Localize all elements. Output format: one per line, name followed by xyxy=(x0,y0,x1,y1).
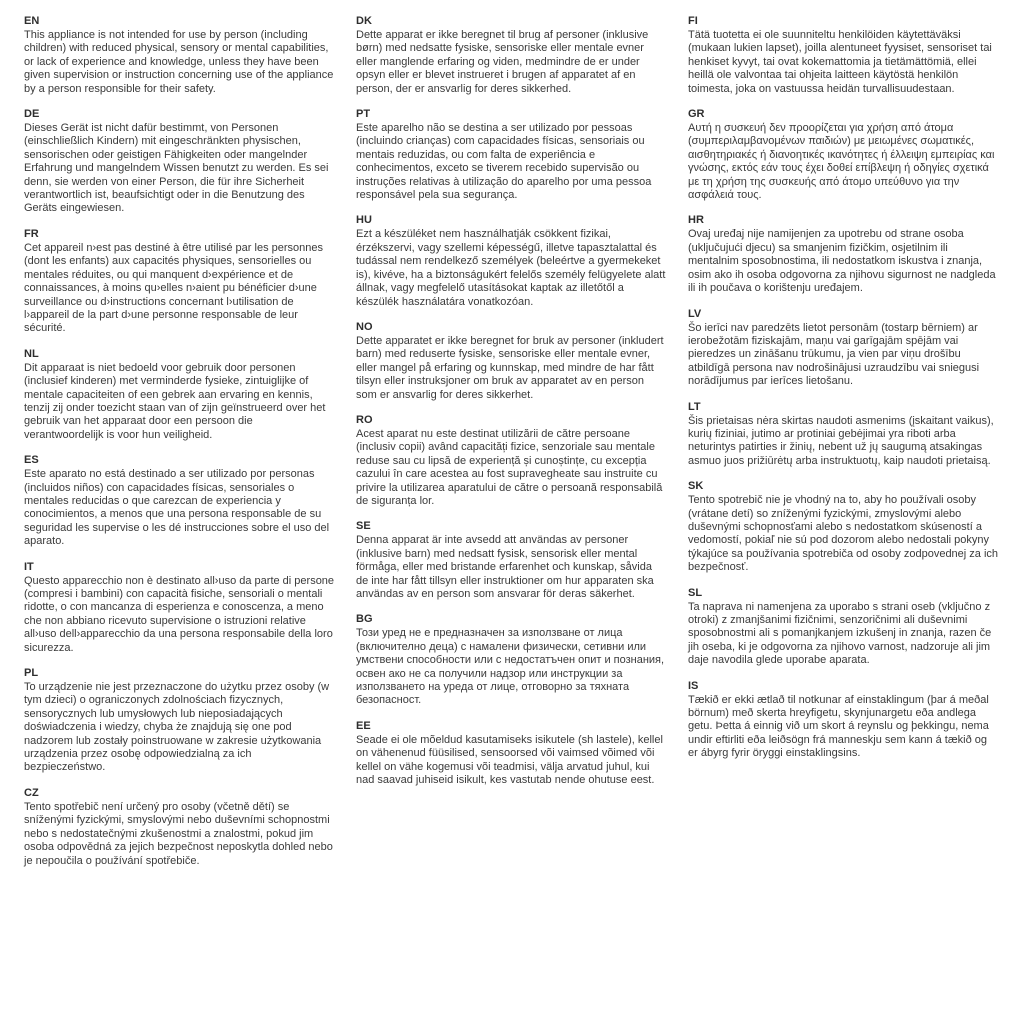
lang-text-cz: Tento spotřebič není určený pro osoby (včetně dětí) se sníženými fyzickými, smyslovými nebo duševními schopnostmi nebo s nedostatečnými zkušenostmi a znalostmi, pokud jim osoba odpovědná za jejich bezpečnost neposkytla dohled nebo je nepoučila o používání spotřebiče. xyxy=(24,800,333,867)
lang-text-no: Dette apparatet er ikke beregnet for bruk av personer (inkludert barn) med reduserte fysiske, sensoriske eller mentale evner, eller mangel på erfaring og kunnskap, med mindre de har fått tilsyn eller instruksjoner om bruk av apparatet av en person som er ansvarlig for deres sikkerhet. xyxy=(356,334,664,401)
lang-section-it xyxy=(24,560,335,655)
lang-section-gr xyxy=(688,107,999,202)
lang-code-nl: NL xyxy=(24,347,39,360)
lang-text-dk: Dette apparat er ikke beregnet til brug af personer (inklusive børn) med nedsatte fysiske, sensoriske eller mentale evner eller manglende erfaring og viden, medmindre de er under opsyn eller er blevet instrueret i brugen af apparatet af en person, der er ansvarlig for deres sikkerhed. xyxy=(356,29,649,95)
lang-code-ro: RO xyxy=(356,413,373,426)
lang-text-es: Este aparato no está destinado a ser utilizado por personas (incluidos niños) con capacidades físicas, sensoriales o mentales reducidas o que carezcan de experiencia y conocimientos, a menos que una persona responsable de su seguridad les supervise o les dé instrucciones sobre el uso del aparato. xyxy=(24,468,330,548)
lang-code-it: IT xyxy=(24,560,34,573)
lang-section-no xyxy=(356,320,667,402)
lang-code-hr: HR xyxy=(688,214,704,227)
lang-code-sk: SK xyxy=(688,480,704,493)
lang-section-pt xyxy=(356,107,667,202)
lang-section-hr xyxy=(688,213,999,295)
lang-text-de: Dieses Gerät ist nicht dafür bestimmt, von Personen (einschließlich Kindern) mit eingeschränkten physischen, sensorischen oder geistigen Fähigkeiten oder mangelnder Erfahrung und mangelndem Wissen benutzt zu werden. Es sei denn, sie werden von einer Person, die für ihre Sicherheit verantwortlich ist, beaufsichtigt oder in die Benutzung des Geräts eingewiesen. xyxy=(24,122,329,215)
lang-section-en xyxy=(24,14,335,96)
lang-text-lt: Šis prietaisas nėra skirtas naudoti asmenims (įskaitant vaikus), kurių fiziniai, jutimo ar protiniai gebėjimai yra riboti arba neturintys patirties ir žinių, nebent už jų saugumą atsakingas asmuo juos prižiūrėtų arba instruktuotų, kaip naudoti prietaisą. xyxy=(688,414,994,467)
lang-code-fr: FR xyxy=(24,227,39,240)
lang-text-se: Denna apparat är inte avsedd att användas av personer (inklusive barn) med nedsatt fysisk, sensorisk eller mental förmåga, eller med bristande erfarenhet och kunskap, såvida de inte har fått tillsyn eller instruktioner om hur apparaten ska användas av en person som ansvarar för deras säkerhet. xyxy=(356,534,654,600)
lang-code-gr: GR xyxy=(688,108,705,121)
lang-section-lt xyxy=(688,400,999,469)
lang-code-dk: DK xyxy=(356,15,372,27)
lang-text-fi: Tätä tuotetta ei ole suunniteltu henkilöiden käytettäväksi (mukaan lukien lapset), joilla alentuneet fyysiset, sensoriset tai henkiset kyvyt, tai ovat kokemattomia ja tietämättömiä, ellei heillä ole valvontaa tai ohjeita laitteen käytöstä henkilön toimesta, joka on vastuussa heidän turvallisuudestaan. xyxy=(688,29,992,95)
lang-code-de: DE xyxy=(24,108,40,121)
lang-section-de xyxy=(24,107,335,216)
lang-text-pt: Este aparelho não se destina a ser utilizado por pessoas (incluindo crianças) com capacidades físicas, sensoriais ou mentais reduzidas, ou com falta de experiência e conhecimentos, exceto se tiverem recebido supervisão ou instruções relativas à utilização do aparelho por uma pessoa responsável pela sua segurança. xyxy=(356,122,652,202)
column-3 xyxy=(688,14,999,1014)
lang-text-ee: Seade ei ole mõeldud kasutamiseks isikutele (sh lastele), kellel on vähenenud füüsilised, sensoorsed või vaimsed võimed või kellel on vähe kogemusi või teadmisi, välja arvatud juhul, kui nad saavad juhiseid isikult, kes vastutab nende ohutuse eest. xyxy=(356,733,663,787)
lang-text-hu: Ezt a készüléket nem használhatják csökkent fizikai, érzékszervi, vagy szellemi képességű, illetve tapasztalattal és tudással nem rendelkező személyek (beleértve a gyermekeket is), kivéve, ha a biztonságukért felelős személy felügyelete alatt állnak, vagy megfelelő utasításokat kaptak az illetőtől a készülék használatára vonatkozóan. xyxy=(356,228,666,308)
lang-code-pt: PT xyxy=(356,108,371,121)
lang-section-sk xyxy=(688,479,999,574)
lang-text-fr: Cet appareil n›est pas destiné à être utilisé par les personnes (dont les enfants) aux capacités physiques, sensorielles ou mentales réduites, ou qui manquent d›expérience et de connaissances, à moins qu›elles n›aient pu bénéficier d›une surveillance ou d›instructions concernant l›utilisation de l›appareil de la part d›une personne responsable de leur sécurité. xyxy=(24,241,324,335)
lang-code-hu: HU xyxy=(356,214,372,227)
lang-text-en: This appliance is not intended for use by person (including children) with reduced physical, sensory or mental capabilities, or lack of experience and knowledge, unless they have been given supervision or instruction concerning use of the appliance by a person responsible for their safety. xyxy=(24,29,334,95)
lang-code-se: SE xyxy=(356,520,371,533)
lang-code-ee: EE xyxy=(356,719,371,732)
lang-section-dk xyxy=(356,14,667,96)
lang-text-is: Tækið er ekki ætlað til notkunar af einstaklingum (þar á meðal börnum) með skerta hreyfigetu, skynjunargetu eða andlega getu. Þetta á einnig við um skort á reynslu og þekkingu, nema undir eftirliti eða leiðsögn frá manneskju sem kann á tækið og er ábyrg fyrir öryggi einstaklingsins. xyxy=(688,693,989,760)
lang-text-lv: Šo ierīci nav paredzēts lietot personām (tostarp bērniem) ar ierobežotām fiziskajām, maņu vai garīgajām spējām vai pieredzes un zināšanu trūkumu, ja vien par viņu drošību atbildīgā persona nav nodrošinājusi uzraudzību vai sniegusi norādījumus par ierīces lietošanu. xyxy=(688,321,980,388)
lang-text-it: Questo apparecchio non è destinato all›uso da parte di persone (compresi i bambini) con capacità fisiche, sensoriali o mentali ridotte, o con mancanza di esperienza e conoscenza, a meno che non abbiano ricevuto supervisione o istruzioni relative all›uso dell›apparecchio da una persona responsabile della loro sicurezza. xyxy=(24,574,335,654)
lang-text-ro: Acest aparat nu este destinat utilizării de către persoane (inclusiv copii) având capacități fizice, senzoriale sau mentale reduse sau cu lipsă de experiență și cunoștințe, cu excepția cazului în care acestea au fost supravegheate sau instruite cu privire la utilizarea aparatului de către o persoană responsabilă de siguranța lor. xyxy=(356,427,663,507)
lang-code-lv: LV xyxy=(688,307,702,320)
lang-section-hu xyxy=(356,213,667,308)
lang-code-no: NO xyxy=(356,320,373,333)
lang-text-hr: Ovaj uređaj nije namijenjen za upotrebu od strane osoba (uključujući djecu) sa smanjenim fizičkim, osjetilnim ili mentalnim sposobnostima, ili nedostatkom iskustva i znanja, osim ako ih osoba odgovorna za njihovu sigurnost ne nadgleda ili ih poučava o korištenju uređajem. xyxy=(688,228,996,295)
lang-code-cz: CZ xyxy=(24,786,39,799)
lang-section-ee xyxy=(356,719,667,788)
lang-section-cz xyxy=(24,786,335,868)
lang-section-ro xyxy=(356,413,667,508)
lang-code-sl: SL xyxy=(688,586,703,599)
lang-code-lt: LT xyxy=(688,400,701,413)
lang-text-pl: To urządzenie nie jest przeznaczone do użytku przez osoby (w tym dzieci) o ograniczonych zdolnościach fizycznych, sensorycznych lub umysłowych lub nieposiadających doświadczenia i wiedzy, chyba że znajdują się one pod nadzorem lub zostały poinstruowane w zakresie użytkowania urządzenia przez osobę odpowiedzialną za ich bezpieczeństwo. xyxy=(24,681,330,774)
lang-code-bg: BG xyxy=(356,613,373,626)
lang-text-gr: Αυτή η συσκευή δεν προορίζεται για χρήση από άτομα (συμπεριλαμβανομένων παιδιών) με μειωμένες σωματικές, αισθητηριακές ή διανοητικές ικανότητες ή έλλειψη εμπειρίας και γνώσης, εκτός εάν τους έχει δοθεί επίβλεψη ή οδηγίες σχετικά με τη χρήση της συσκευής από άτομο υπεύθυνο για την ασφάλειά τους. xyxy=(688,122,995,202)
lang-text-sk: Tento spotrebič nie je vhodný na to, aby ho používali osoby (vrátane detí) so zníženými fyzickými, zmyslovými alebo duševnými schopnosťami alebo s nedostatkom skúseností a vedomostí, pokiaľ nie sú pod dozorom alebo nedostali pokyny týkajúce sa používania spotrebiča od osoby zodpovednej za ich bezpečnosť. xyxy=(688,494,999,574)
lang-section-fr xyxy=(24,227,335,336)
lang-text-bg: Този уред не е предназначен за използване от лица (включително деца) с намалени физически, сетивни или умствени способности или с недостатъчен опит и познания, освен ако не са получили надзор или инструкции за използването на уреда от лице, отговорно за тяхната безопасност. xyxy=(356,627,665,707)
lang-section-pl xyxy=(24,666,335,775)
lang-code-en: EN xyxy=(24,15,40,27)
lang-code-es: ES xyxy=(24,454,39,467)
lang-text-nl: Dit apparaat is niet bedoeld voor gebruik door personen (inclusief kinderen) met verminderde fysieke, zintuiglijke of mentale capaciteiten of een gebrek aan ervaring en kennis, tenzij zij onder toezicht staan van of zijn geïnstrueerd over het gebruik van het apparaat door een persoon die verantwoordelijk is voor hun veiligheid. xyxy=(24,361,326,441)
lang-text-sl: Ta naprava ni namenjena za uporabo s strani oseb (vključno z otroki) z zmanjšanimi fizičnimi, senzoričnimi ali duševnimi sposobnostmi ali s pomanjkanjem izkušenj in znanja, razen če jih oseba, ki je odgovorna za njihovo varnost, nadzoruje ali jim daje navodila glede uporabe aparata. xyxy=(688,600,992,667)
lang-section-is xyxy=(688,679,999,761)
lang-section-lv xyxy=(688,307,999,389)
lang-section-bg xyxy=(356,612,667,707)
lang-code-is: IS xyxy=(688,679,699,692)
lang-code-pl: PL xyxy=(24,667,39,680)
lang-section-se xyxy=(356,519,667,601)
column-1 xyxy=(24,14,335,1014)
lang-section-es xyxy=(24,453,335,548)
lang-section-sl xyxy=(688,586,999,668)
column-2 xyxy=(356,14,667,1014)
lang-section-fi xyxy=(688,14,999,96)
lang-section-nl xyxy=(24,347,335,442)
lang-code-fi: FI xyxy=(688,15,698,27)
